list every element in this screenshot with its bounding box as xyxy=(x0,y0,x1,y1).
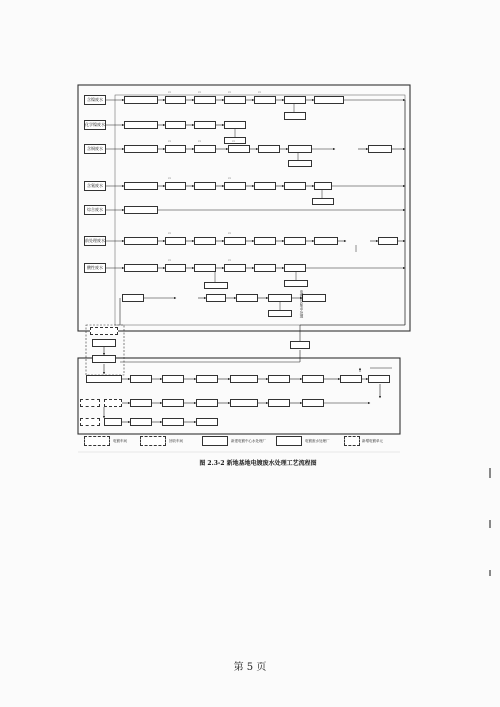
legend-label: 新建电镀中心水处理厂 xyxy=(231,439,266,443)
flow-node xyxy=(196,375,218,383)
side-label: 电镀园区集中处理 xyxy=(300,290,304,318)
flow-node xyxy=(284,264,306,272)
dosing-marker: ▭ xyxy=(168,176,172,180)
flow-node xyxy=(124,264,158,272)
lower-frame xyxy=(78,358,400,434)
flow-node xyxy=(284,280,308,287)
flow-node xyxy=(254,264,276,272)
dosing-marker: ▭ xyxy=(198,139,202,143)
flow-node xyxy=(268,294,292,302)
flow-node xyxy=(165,264,186,272)
figure-caption: 图 2.3-2 新地基地电镀废水处理工艺流程图 xyxy=(199,460,317,467)
legend-swatch-dashed xyxy=(140,436,166,446)
flow-node xyxy=(314,237,338,245)
flow-node xyxy=(124,206,158,214)
flow-node xyxy=(80,399,100,407)
legend-swatch-thick xyxy=(276,436,302,446)
dosing-marker: ▭ xyxy=(198,90,202,94)
flow-node xyxy=(90,327,118,335)
flow-node xyxy=(92,355,116,363)
flow-node xyxy=(312,198,334,205)
flow-node xyxy=(194,121,216,129)
dosing-marker: ▭ xyxy=(228,90,232,94)
flow-node xyxy=(284,112,306,120)
dosing-marker: ▭ xyxy=(258,90,262,94)
flow-node xyxy=(228,145,250,153)
flow-node xyxy=(268,310,292,317)
flow-node xyxy=(254,237,276,245)
flow-node xyxy=(162,399,184,407)
legend-swatch-dashed xyxy=(84,436,110,446)
flow-node xyxy=(288,160,312,167)
flow-node xyxy=(284,96,306,104)
dosing-marker: ▭ xyxy=(168,90,172,94)
flow-node xyxy=(104,399,122,407)
flow-node xyxy=(92,339,116,347)
flow-node xyxy=(165,96,186,104)
flow-node xyxy=(124,237,158,245)
flow-node xyxy=(378,237,398,245)
flow-node xyxy=(254,182,276,190)
flow-node xyxy=(194,237,216,245)
dosing-marker: ▭ xyxy=(228,231,232,235)
flow-node xyxy=(224,237,246,245)
legend-label: 新增电镀单元 xyxy=(362,439,383,443)
flow-node xyxy=(368,375,390,383)
flow-node xyxy=(340,375,362,383)
flow-node xyxy=(236,294,258,302)
flow-node xyxy=(204,282,228,289)
flow-node xyxy=(230,375,258,383)
flow-node xyxy=(196,399,218,407)
scan-mark xyxy=(489,468,491,478)
legend-label: 回收车间 xyxy=(169,439,183,443)
flow-node xyxy=(314,182,332,190)
flow-node xyxy=(335,145,358,153)
legend-label: 电镀废水处理厂 xyxy=(305,439,330,443)
dosing-marker: ▭ xyxy=(232,139,236,143)
flow-node xyxy=(124,96,158,104)
flow-node xyxy=(165,237,186,245)
dosing-marker: ▭ xyxy=(168,258,172,262)
flow-node xyxy=(284,237,306,245)
flow-node xyxy=(104,418,122,426)
flow-node xyxy=(176,294,198,302)
flow-node xyxy=(224,264,246,272)
source-cyanide: 含氰废水 xyxy=(84,181,106,191)
flow-node xyxy=(288,145,312,153)
flow-node xyxy=(80,418,100,426)
legend-swatch-solid xyxy=(202,436,228,446)
flow-node xyxy=(206,294,226,302)
source-pretreatment: 前处理废水 xyxy=(84,236,106,246)
flow-node xyxy=(224,182,246,190)
flow-node xyxy=(165,182,186,190)
flow-node xyxy=(165,145,186,153)
flow-node xyxy=(258,145,280,153)
flow-node xyxy=(268,399,290,407)
flow-node xyxy=(86,375,122,383)
scan-mark xyxy=(489,570,491,576)
flow-node xyxy=(302,375,324,383)
flow-node xyxy=(165,121,186,129)
flow-node xyxy=(162,418,184,426)
flow-node xyxy=(130,375,152,383)
flow-node xyxy=(302,294,326,302)
flow-node xyxy=(162,375,184,383)
flow-node xyxy=(302,399,324,407)
flow-node xyxy=(284,182,306,190)
dosing-marker: ▭ xyxy=(168,139,172,143)
page-number: 第 5 页 xyxy=(233,662,267,673)
legend-swatch-dashed xyxy=(344,436,360,446)
dosing-marker: ▭ xyxy=(228,176,232,180)
flow-node xyxy=(194,264,216,272)
source-general: 综合废水 xyxy=(84,205,106,215)
legend-label: 电镀车间 xyxy=(113,439,127,443)
flow-node xyxy=(196,418,218,426)
flow-node xyxy=(194,182,216,190)
flow-node xyxy=(124,121,158,129)
flow-node xyxy=(194,96,216,104)
source-copper: 含铜废水 xyxy=(84,144,106,154)
flow-node xyxy=(130,418,152,426)
flow-node xyxy=(224,121,246,129)
dosing-marker: ▭ xyxy=(228,258,232,262)
flow-node xyxy=(290,341,310,349)
flow-node xyxy=(230,399,258,407)
flow-node xyxy=(314,96,344,104)
flow-node xyxy=(346,237,370,245)
scan-mark xyxy=(489,520,491,528)
flow-node xyxy=(268,375,290,383)
dosing-marker: ▭ xyxy=(168,231,172,235)
flow-node xyxy=(224,96,246,104)
flow-node xyxy=(124,145,158,153)
source-acid: 酸性废水 xyxy=(84,263,106,273)
flow-node xyxy=(254,96,276,104)
flow-node xyxy=(122,294,144,302)
source-nickel: 含镍废水 xyxy=(84,95,106,105)
flow-node xyxy=(124,182,158,190)
source-chemical-nickel: 化学镍废水 xyxy=(84,120,106,130)
flow-node xyxy=(130,399,152,407)
flow-node xyxy=(194,145,216,153)
flow-node xyxy=(368,145,392,153)
